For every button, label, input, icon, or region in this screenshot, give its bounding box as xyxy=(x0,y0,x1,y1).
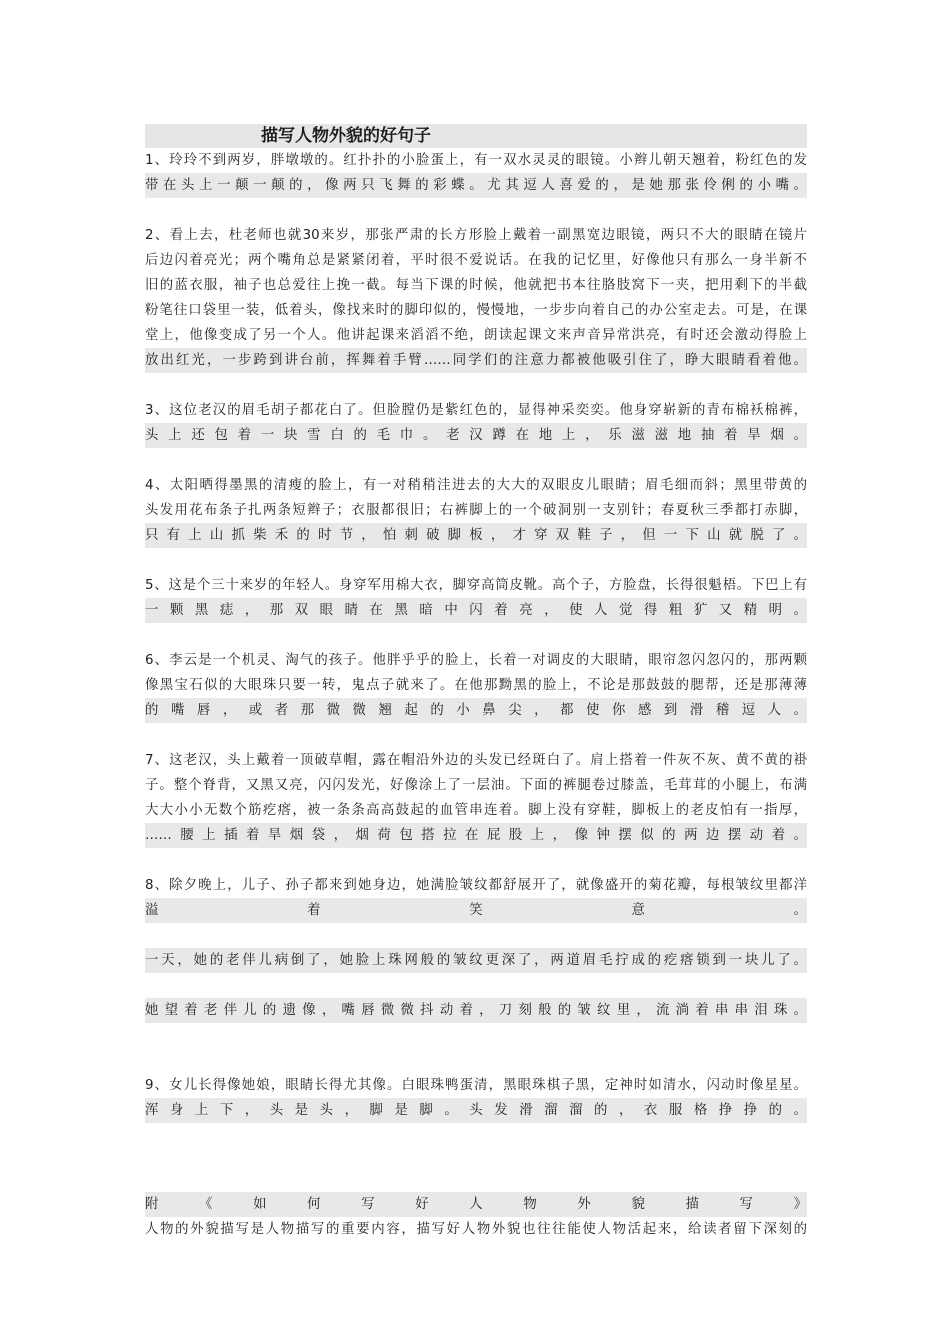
text-line: 9、女儿长得像她娘，眼睛长得尤其像。白眼珠鸭蛋清，黑眼珠棋子黑，定神时如清水，闪动时像星星。 xyxy=(145,1078,807,1093)
text-line: 粉笔往口袋里一装，低着头，像找来时的脚印似的，慢慢地，一步步向着自己的办公室走去。可是，在课 xyxy=(145,303,807,318)
paragraph-7 xyxy=(145,748,807,848)
text-line: 4、太阳晒得墨黑的清瘦的脸上，有一对稍稍洼进去的大大的双眼皮儿眼睛；眉毛细而斜；黑里带黄的 xyxy=(145,478,807,493)
text-line: 6、李云是一个机灵、淘气的孩子。他胖乎乎的脸上，长着一对调皮的大眼睛，眼帘忽闪忽闪的，那两颗 xyxy=(145,653,807,668)
text-line: 一天，她的老伴儿病倒了，她脸上珠网般的皱纹更深了，两道眉毛拧成的疙瘩锁到一块儿了。 xyxy=(145,948,807,973)
paragraph-1 xyxy=(145,148,807,198)
text-line: 8、除夕晚上，儿子、孙子都来到她身边，她满脸皱纹都舒展开了，就像盛开的菊花瓣，每根皱纹里都洋 xyxy=(145,878,807,893)
appendix xyxy=(145,1192,807,1242)
paragraph-6 xyxy=(145,648,807,723)
text-line: 2、看上去，杜老师也就30来岁，那张严肃的长方形脸上戴着一副黑宽边眼镜，两只不大的眼睛在镜片 xyxy=(145,228,807,243)
text-line: 头上还包着一块雪白的毛巾。老汉蹲在地上，乐滋滋地抽着旱烟。 xyxy=(145,423,807,448)
text-line: 3、这位老汉的眉毛胡子都花白了。但脸膛仍是紫红色的，显得神采奕奕。他身穿崭新的青布棉袄棉裤， xyxy=(145,403,807,418)
text-line: 放出红光，一步跨到讲台前，挥舞着手臂……同学们的注意力都被他吸引住了，睁大眼睛看着他。 xyxy=(145,348,807,373)
text-line: 一颗黑痣，那双眼睛在黑暗中闪着亮，使人觉得粗犷又精明。 xyxy=(145,598,807,623)
paragraph-4 xyxy=(145,473,807,548)
document-title: 描写人物外貌的好句子 xyxy=(261,126,431,146)
text-line: 溢着笑意。 xyxy=(145,898,807,923)
document-body xyxy=(145,148,807,1242)
paragraph-5 xyxy=(145,573,807,623)
paragraph-9 xyxy=(145,1073,807,1123)
text-line: 5、这是个三十来岁的年轻人。身穿军用棉大衣，脚穿高筒皮靴。高个子，方脸盘，长得很魁梧。下巴上有 xyxy=(145,578,807,593)
text-line: 她望着老伴儿的遗像，嘴唇微微抖动着，刀刻般的皱纹里，流淌着串串泪珠。 xyxy=(145,998,807,1023)
text-line: 头发用花布条子扎两条短辫子；衣服都很旧；右裤脚上的一个破洞别一支别针；春夏秋三季都打赤脚， xyxy=(145,503,807,518)
text-line: 大大小小无数个筋疙瘩，被一条条高高鼓起的血管串连着。脚上没有穿鞋，脚板上的老皮怕有一指厚， xyxy=(145,803,807,818)
text-line: 像黑宝石似的大眼珠只要一转，鬼点子就来了。在他那黝黑的脸上，不论是那鼓鼓的腮帮，还是那薄薄 xyxy=(145,678,807,693)
text-line: 只有上山抓柴禾的时节，怕刺破脚板，才穿双鞋子，但一下山就脱了。 xyxy=(145,523,807,548)
text-line: 旧的蓝衣服，袖子也总爱往上挽一截。每当下课的时候，他就把书本往胳肢窝下一夹，把用剩下的半截 xyxy=(145,278,807,293)
title-row xyxy=(145,124,807,148)
text-line: 7、这老汉，头上戴着一顶破草帽，露在帽沿外边的头发已经斑白了。肩上搭着一件灰不灰、黄不黄的褂 xyxy=(145,753,807,768)
appendix-heading: 附《如何写好人物外貌描写》 xyxy=(145,1192,807,1217)
text-line: 后边闪着亮光；两个嘴角总是紧紧闭着，平时很不爱说话。在我的记忆里，好像他只有那么一身半新不 xyxy=(145,253,807,268)
text-line: 1、玲玲不到两岁，胖墩墩的。红扑扑的小脸蛋上，有一双水灵灵的眼镜。小辫儿朝天翘着，粉红色的发 xyxy=(145,153,807,168)
paragraph-3 xyxy=(145,398,807,448)
paragraph-2 xyxy=(145,223,807,373)
text-line: 堂上，他像变成了另一个人。他讲起课来滔滔不绝，朗读起课文来声音异常洪亮，有时还会激动得脸上 xyxy=(145,328,807,343)
paragraph-8 xyxy=(145,873,807,923)
text-line: 子。整个脊背，又黑又亮，闪闪发光，好像涂上了一层油。下面的裤腿卷过膝盖，毛茸茸的小腿上，布满 xyxy=(145,778,807,793)
paragraph-8c xyxy=(145,998,807,1023)
text-line: ……腰上插着旱烟袋，烟荷包搭拉在屁股上，像钟摆似的两边摆动着。 xyxy=(145,823,807,848)
text-line: 人物的外貌描写是人物描写的重要内容，描写好人物外貌也往往能使人物活起来，给读者留下深刻的 xyxy=(145,1222,807,1237)
text-line: 浑身上下，头是头，脚是脚。头发滑溜溜的，衣服格挣挣的。 xyxy=(145,1098,807,1123)
text-line: 的嘴唇，或者那微微翘起的小鼻尖，都使你感到滑稽逗人。 xyxy=(145,698,807,723)
text-line: 带在头上一颠一颠的，像两只飞舞的彩蝶。尤其逗人喜爱的，是她那张伶俐的小嘴。 xyxy=(145,173,807,198)
paragraph-8b xyxy=(145,948,807,973)
